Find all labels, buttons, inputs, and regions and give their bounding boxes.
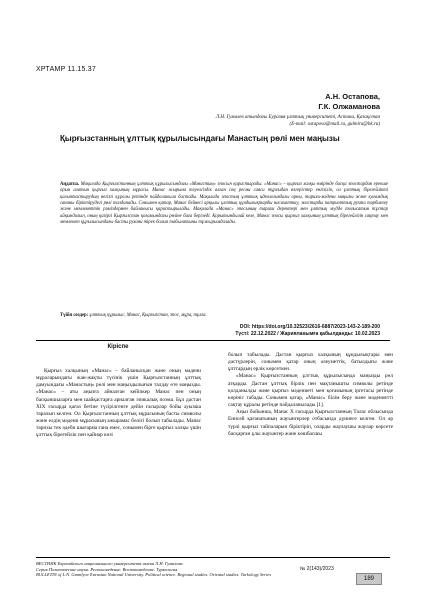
- abstract-label: Аңдатпа.: [60, 182, 80, 187]
- divider-top: [36, 340, 390, 341]
- keywords-label: Түйін сөздер:: [60, 313, 89, 318]
- author-names: [318, 92, 380, 112]
- paragraph: болып табылады. Дастан қырғыз халқының құндылықтары мен дәстүрлерін, сонымен қатар оның әлеуметтік, батылдығы және ұлттардың ерлік көрсеткен.: [228, 352, 393, 373]
- doi-block: [235, 324, 380, 338]
- body-column-left: [36, 368, 201, 440]
- paragraph: Қырғыз халқының «Манас» – байланысқан және оның мәдени мұраларындағы жан-жақты түсінік үшін Қырғызстанның ұлттық дамуындағы «Манастың» рөлі мен маңыздылығын талдау өте маңызды. «Манас» – аты аңызға айналған кейіпкер Манас пен оның басқыншыларға мен шайқастарға арналған эпикалық поэма. Бұл дастан ХІХ ғасырда қағаз бетіне түсірілгенге дейін ғасырлар бойы ауызша таралып келген. Ол Қырғызстанның ұлттық мұрасының басты символы және елдің мәдени мұрасының ажырамас бөлігі болып табылады. Манас тарихы тек әдеби шығарма ғана емес, сонымен бірге қырғыз халқы үшін ұлттық бірегейлік пен қайнар көзі: [36, 368, 201, 439]
- keywords-text: ұлттық құрылыс, Манас, Қырғызстан, эпос, мұра, тұлға.: [89, 313, 207, 318]
- introduction-heading: Кіріспе: [107, 344, 129, 350]
- footer-line: Серия Политические науки. Регионоведение. Востоковедение. Туркология.: [36, 566, 179, 572]
- footer-line: ВЕСТНИК Евразийского национального университета имени Л.Н. Гумилева.: [36, 561, 184, 566]
- divider-footer: [36, 557, 390, 558]
- author-1: А.Н. Остапова,: [325, 92, 380, 101]
- footer-line: BULLETIN of L.N. Gumilyov Eurasian National University. Political science. Regional studies. Oriental studies. Turkology Series: [36, 572, 271, 578]
- body-column-right: [228, 352, 393, 438]
- mrnti-code: ХРТАМР 11.15.37: [36, 66, 96, 73]
- received-dates: Түсті: 22.12.2022 / Жарияланымға қабылданды: 10.02.2023: [235, 331, 380, 337]
- keywords-block: [60, 313, 388, 319]
- abstract-block: [60, 182, 388, 226]
- page-number: 189: [356, 573, 382, 585]
- issue-number: № 2(143)/2023: [300, 566, 334, 572]
- affiliation-block: [80, 114, 380, 128]
- affiliation: Л.Н. Гумилев атындағы Еуразия ұлттық университеті, Астана, Қазақстан: [215, 115, 380, 120]
- abstract-text: Мақалада Қырғызстанның ұлттық құрылысындағы «Манастың» эпосын қарастырады. «Манас» – қырғыз халқы өмірінде басқа эпостардан ерекше орын алатын қырғыз халқының мұрасы. Манас жырына тәуелсіздік алған соң ресми саяси тұрғыдан өзгерістер енгізіліп, ол ұлттық бірегейлікті қалыптастырудың негізгі құралы ретінде пайдаланыла бастады. Мақалада эпостың ұлттық идеологиядағы орны, тарихи-мәдени маңызы және қоғамдық сананы біріктірудегі рөлі талданады. Сонымен қатар, Манас бейнесі арқылы ұлттық құндылықтарды насихаттау, жастарды патриоттық рухта тәрбиелеу және мемлекеттік рәміздермен байланысы қарастырылады. Мақалада «Манас» эпосының тарихи деректері мен ұлттық мүдде тоғысатын тұстар айқындалып, оның қазіргі Қырғызстан қоғамындағы рөліне баға беріледі. Қорытындылай келе, Манас эпосы қырғыз халқының ұлттық бірегейлігін сақтау мен мемлекет құрылысындағы басты рухани тірек болып табылатыны тұжырымдалады.: [60, 182, 389, 226]
- paper-title: Қырғызстанның ұлттық құрылысындағы Манастың рөлі мен маңызы: [60, 134, 340, 143]
- paragraph: «Манас» Қырғызстанның ұлттық құрылысында маңызды рөл атқарды. Дастан ұлттық бірлік пен мақтанышты символы ретінде қолданылды және қырғыз мәдениеті мен қоғамының іргетасы ретінде көрініс табады. Сонымен қатар, «Манас» білім беру және мәдениетті сақтау құралы ретінде пайдаланылады [1].: [228, 373, 393, 409]
- email-line: (E-mail: ostapova@mail.ru, gulmira@bk.ru): [289, 122, 380, 127]
- author-2: Г.К. Олжаманова: [318, 102, 380, 111]
- doi-link[interactable]: DOI: https://doi.org/10.32523/2616-6887/2023-143-2-189-200: [239, 324, 380, 330]
- paragraph: Аңыз бойынша, Манас Х ғасырда Қырғызстанның Талас облысында Енисей қағанатының жауынгерлер отбасында дүниеге келген. Ол әр түрлі қырғыз тайпаларын біріктіріп, оларды жаулаушы жаулар көрсете басқарған ұлы жауынгер және көшбасшы: [228, 409, 393, 437]
- journal-footer: [36, 561, 286, 578]
